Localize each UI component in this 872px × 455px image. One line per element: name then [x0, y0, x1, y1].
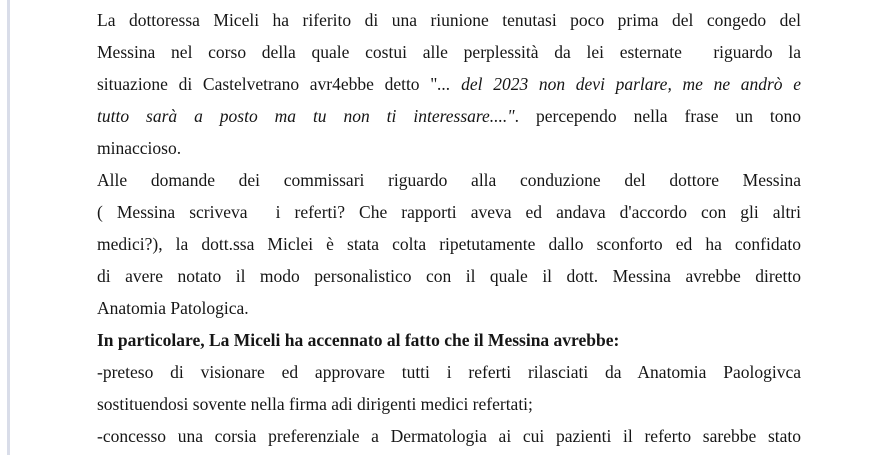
text-segment: Messina nel corso della quale costui alle perplessità da lei esternate riguardo la: [97, 42, 801, 62]
text-line: [97, 68, 801, 100]
text-line: [97, 292, 801, 324]
text-segment: situazione di Castelvetrano avr4ebbe detto ": [97, 74, 438, 94]
text-line: [97, 4, 801, 36]
text-line: [97, 164, 801, 196]
text-line: [97, 324, 801, 356]
text-segment: sostituendosi sovente nella firma adi dirigenti medici refertati;: [97, 394, 533, 414]
text-line: [97, 260, 801, 292]
quoted-speech-segment: tutto sarà a posto ma tu non ti interessare....": [97, 106, 515, 126]
document-text: [97, 4, 801, 452]
text-line: [97, 356, 801, 388]
page-edge-divider: [7, 0, 10, 455]
text-segment: -preteso di visionare ed approvare tutti i referti rilasciati da Anatomia Paologivca: [97, 362, 801, 382]
text-line: [97, 196, 801, 228]
text-segment: In particolare, La Miceli ha accennato al fatto che il Messina avrebbe:: [97, 330, 620, 350]
text-line: [97, 388, 801, 420]
text-line: [97, 36, 801, 68]
text-line: [97, 228, 801, 260]
text-segment: medici?), la dott.ssa Miclei è stata colta ripetutamente dallo sconforto ed ha confidato: [97, 234, 801, 254]
text-segment: La dottoressa Miceli ha riferito di una riunione tenutasi poco prima del congedo del: [97, 10, 801, 30]
text-line: [97, 100, 801, 132]
text-segment: . percependo nella frase un tono: [514, 106, 801, 126]
text-segment: ( Messina scriveva i referti? Che rapporti aveva ed andava d'accordo con gli altri: [97, 202, 801, 222]
text-line: [97, 420, 801, 452]
text-segment: Alle domande dei commissari riguardo alla conduzione del dottore Messina: [97, 170, 801, 190]
text-line: [97, 132, 801, 164]
text-segment: Anatomia Patologica.: [97, 298, 249, 318]
text-segment: minaccioso.: [97, 138, 182, 158]
quoted-speech-segment: ... del 2023 non devi parlare, me ne andrò e: [437, 74, 801, 94]
text-segment: di avere notato il modo personalistico con il quale il dott. Messina avrebbe diretto: [97, 266, 801, 286]
text-segment: -concesso una corsia preferenziale a Dermatologia ai cui pazienti il referto sarebbe stato: [97, 426, 801, 446]
